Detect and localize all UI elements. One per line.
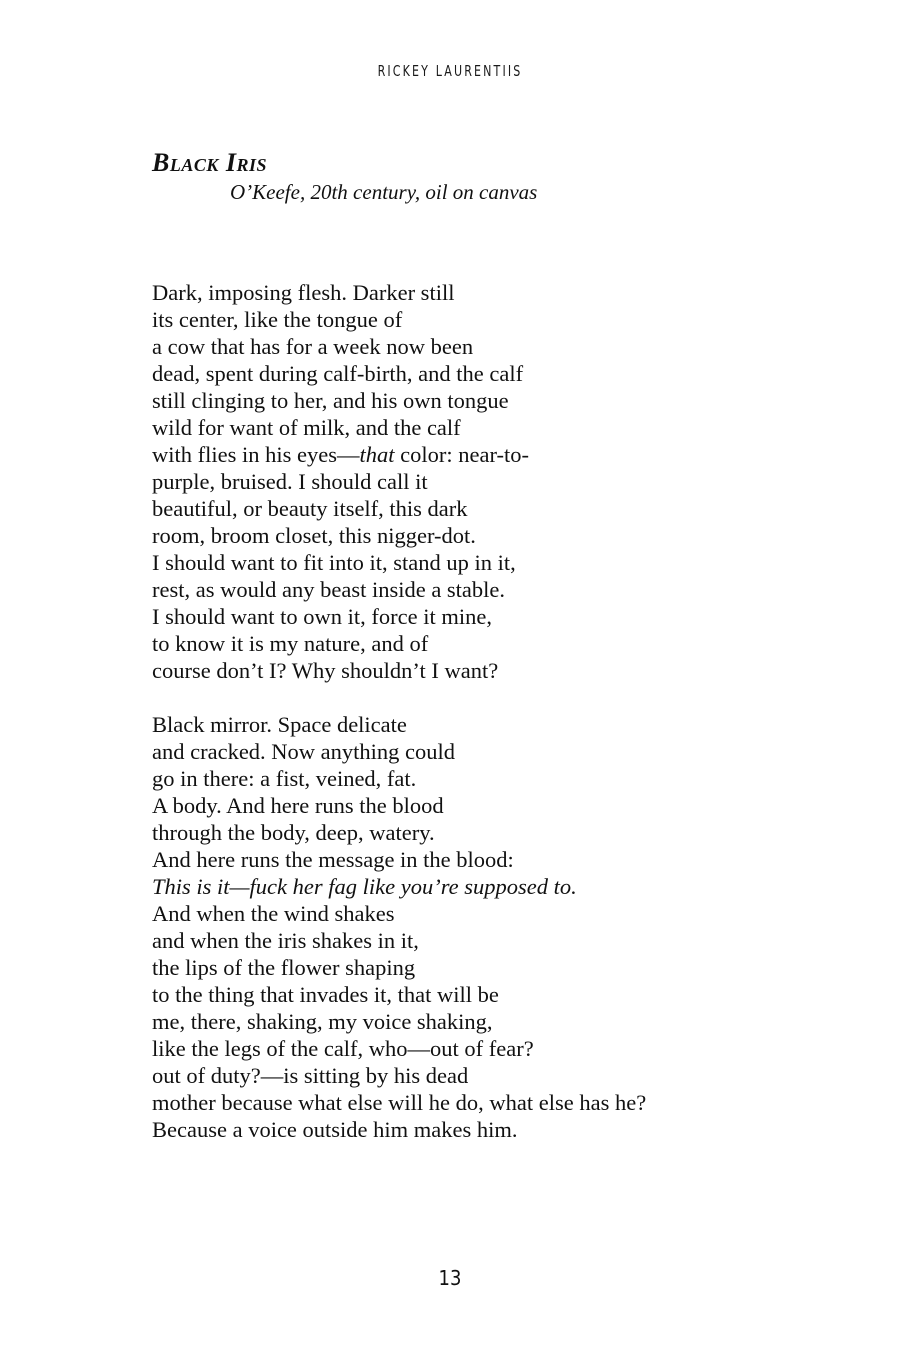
poem-line: to know it is my nature, and of — [152, 631, 429, 656]
poem-epigraph: O’Keefe, 20th century, oil on canvas — [230, 180, 538, 204]
poem-line: go in there: a fist, veined, fat. — [152, 766, 417, 791]
poem-line: And here runs the message in the blood: — [152, 847, 514, 872]
stanza-2 — [152, 711, 646, 1143]
poem-line: I should want to fit into it, stand up in it, — [152, 550, 516, 575]
poem-line: mother because what else will he do, what else has he? — [152, 1090, 647, 1115]
poem-line: And when the wind shakes — [152, 901, 395, 926]
poem-line: rest, as would any beast inside a stable. — [152, 577, 506, 602]
poem-line: I should want to own it, force it mine, — [152, 604, 492, 629]
page-number: 13 — [438, 1266, 462, 1290]
poem-title: Black Iris — [152, 148, 267, 177]
poem-line: course don’t I? Why shouldn’t I want? — [152, 658, 499, 683]
poem-line-italic: that — [359, 442, 395, 467]
poem-line: dead, spent during calf-birth, and the calf — [152, 361, 524, 386]
poem-line — [152, 441, 646, 468]
poem-body — [152, 279, 646, 1143]
poem-line: Black mirror. Space delicate — [152, 712, 407, 737]
poem-line: purple, bruised. I should call it — [152, 469, 428, 494]
poem-line-text: with flies in his eyes— — [152, 442, 360, 467]
poem-line: A body. And here runs the blood — [152, 793, 444, 818]
poem-line-text: color: near-to- — [394, 442, 529, 467]
poem-line: Dark, imposing flesh. Darker still — [152, 280, 455, 305]
stanza-1 — [152, 279, 646, 684]
poem-line: and when the iris shakes in it, — [152, 928, 419, 953]
poem-line: wild for want of milk, and the calf — [152, 415, 461, 440]
stanza-break — [152, 684, 646, 711]
running-head-author: RICKEY LAURENTIIS — [377, 62, 523, 80]
poem-line-italic: This is it—fuck her fag like you’re supposed to. — [152, 874, 577, 899]
poem-line: its center, like the tongue of — [152, 307, 403, 332]
poem-line — [152, 873, 646, 900]
poem-line: through the body, deep, watery. — [152, 820, 435, 845]
poem-line: out of duty?—is sitting by his dead — [152, 1063, 469, 1088]
poem-line: and cracked. Now anything could — [152, 739, 456, 764]
poem-line: like the legs of the calf, who—out of fear? — [152, 1036, 534, 1061]
poem-line: beautiful, or beauty itself, this dark — [152, 496, 468, 521]
poem-line: to the thing that invades it, that will be — [152, 982, 499, 1007]
poem-line: the lips of the flower shaping — [152, 955, 416, 980]
poem-line: still clinging to her, and his own tongue — [152, 388, 509, 413]
poem-line: Because a voice outside him makes him. — [152, 1117, 518, 1142]
poem-line: room, broom closet, this nigger-dot. — [152, 523, 476, 548]
poem-line: a cow that has for a week now been — [152, 334, 474, 359]
poem-line: me, there, shaking, my voice shaking, — [152, 1009, 493, 1034]
